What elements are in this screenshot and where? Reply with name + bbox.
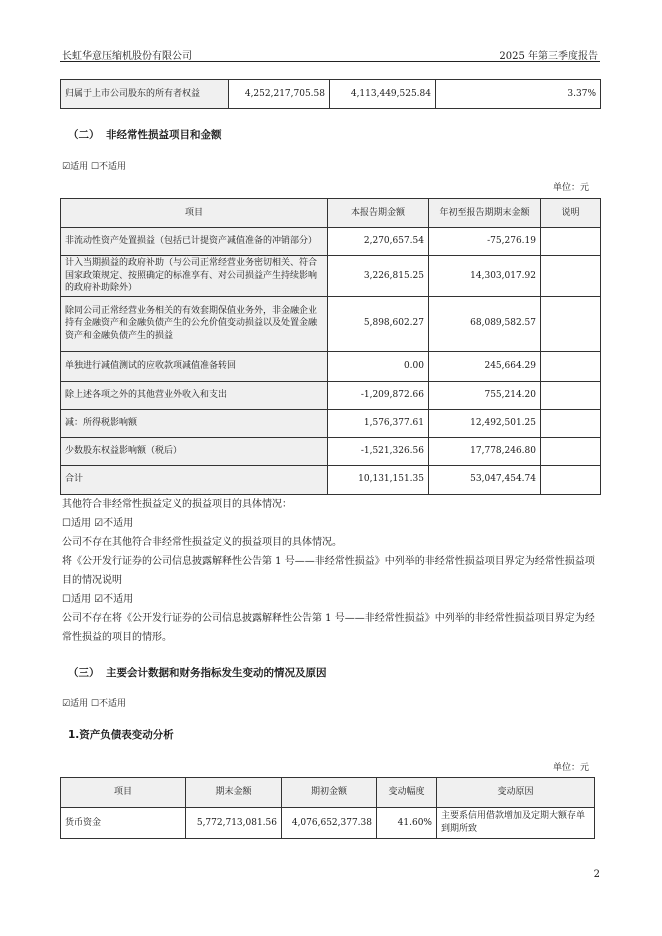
- row-note: [541, 296, 601, 351]
- col-header: 变动原因: [437, 778, 595, 808]
- row-note: [541, 381, 601, 409]
- row-note: [541, 228, 601, 256]
- section3-title: 主要会计数据和财务指标发生变动的情况及原因: [106, 667, 327, 679]
- table-row: [61, 256, 601, 297]
- row-ytd: 755,214.20: [429, 381, 541, 409]
- col-header: 说明: [541, 199, 601, 228]
- row-note: [541, 409, 601, 437]
- other-text: 公司不存在其他符合非经常性损益定义的损益项目的具体情况。: [62, 537, 342, 548]
- row-note: [541, 256, 601, 297]
- row-period: 5,898,602.27: [328, 296, 429, 351]
- explain-applicable: ☐适用 ☑不适用: [62, 594, 134, 605]
- row-item: 非流动性资产处置损益（包括已计提资产减值准备的冲销部分）: [61, 228, 328, 256]
- row-ytd: 12,492,501.25: [429, 409, 541, 437]
- col-header: 期初金额: [282, 778, 377, 808]
- row-period: 1,576,377.61: [328, 409, 429, 437]
- other-heading: 其他符合非经常性损益定义的损益项目的具体情况：: [62, 499, 292, 510]
- equity-label: 归属于上市公司股东的所有者权益: [61, 80, 229, 109]
- section2-applicable: ☑适用 ☐不适用: [62, 162, 126, 172]
- col-header: 期末金额: [186, 778, 282, 808]
- table-row: [61, 437, 601, 465]
- row-item: 计入当期损益的政府补助（与公司正常经营业务密切相关、符合国家政策规定、按照确定的标准享有、对公司损益产生持续影响的政府补助除外）: [61, 256, 328, 297]
- table-row: [61, 808, 595, 839]
- row-begin: 4,076,652,377.38: [282, 808, 377, 839]
- section3-number: （三）: [68, 667, 100, 679]
- table-row: [61, 80, 601, 109]
- other-items-block: [62, 495, 598, 647]
- col-header: 年初至报告期期末金额: [429, 199, 541, 228]
- row-item: 少数股东权益影响额（税后）: [61, 437, 328, 465]
- row-item: 除上述各项之外的其他营业外收入和支出: [61, 381, 328, 409]
- section3-unit: 单位：元: [552, 763, 589, 773]
- page-number: 2: [593, 869, 600, 880]
- table-row: [61, 296, 601, 351]
- table-row: [61, 381, 601, 409]
- header-rule: [60, 61, 600, 62]
- row-item: 减：所得税影响额: [61, 409, 328, 437]
- row-period: 2,270,657.54: [328, 228, 429, 256]
- table-row: [61, 351, 601, 381]
- table-row: [61, 409, 601, 437]
- row-period: 10,131,151.35: [328, 465, 429, 494]
- table-header-row: [61, 778, 595, 808]
- section2-heading: [68, 127, 222, 142]
- col-header: 项目: [61, 778, 186, 808]
- row-ytd: 53,047,454.74: [429, 465, 541, 494]
- row-note: [541, 437, 601, 465]
- row-period: 0.00: [328, 351, 429, 381]
- row-ytd: 68,089,582.57: [429, 296, 541, 351]
- col-header: 变动幅度: [377, 778, 437, 808]
- section3-heading: [68, 665, 327, 680]
- row-item: 货币资金: [61, 808, 186, 839]
- row-end: 5,772,713,081.56: [186, 808, 282, 839]
- equity-prior: 4,113,449,525.84: [330, 80, 436, 109]
- row-ytd: -75,276.19: [429, 228, 541, 256]
- row-ytd: 14,303,017.92: [429, 256, 541, 297]
- explain-heading: 将《公开发行证券的公司信息披露解释性公告第 1 号——非经常性损益》中列举的非经常性损益项目界定为经常性损益项目的情况说明: [62, 556, 595, 586]
- row-ytd: 245,664.29: [429, 351, 541, 381]
- row-note: [541, 465, 601, 494]
- table-header-row: [61, 199, 601, 228]
- equity-change: 3.37%: [436, 80, 601, 109]
- explain-text: 公司不存在将《公开发行证券的公司信息披露解释性公告第 1 号——非经常性损益》中列举的非经常性损益项目界定为经常性损益的项目的情形。: [62, 613, 595, 643]
- header-report-title: 2025 年第三季度报告: [499, 51, 598, 62]
- section3-subtitle: 1.资产负债表变动分析: [68, 729, 174, 741]
- row-period: -1,521,326.56: [328, 437, 429, 465]
- section2-title: 非经常性损益项目和金额: [106, 129, 222, 141]
- section3-applicable: ☑适用 ☐不适用: [62, 699, 126, 709]
- row-item: 合计: [61, 465, 328, 494]
- col-header: 项目: [61, 199, 328, 228]
- equity-table: [60, 79, 601, 109]
- row-period: 3,226,815.25: [328, 256, 429, 297]
- section2-unit: 单位：元: [552, 183, 589, 193]
- table-row: [61, 228, 601, 256]
- equity-current: 4,252,217,705.58: [229, 80, 330, 109]
- section2-number: （二）: [68, 129, 100, 141]
- row-note: [541, 351, 601, 381]
- row-item: 除同公司正常经营业务相关的有效套期保值业务外，非金融企业持有金融资产和金融负债产生的公允价值变动损益以及处置金融资产和金融负债产生的损益: [61, 296, 328, 351]
- nonrecurring-table: [60, 198, 601, 495]
- balance-change-table: [60, 777, 595, 839]
- header-company: 长虹华意压缩机股份有限公司: [62, 51, 192, 62]
- col-header: 本报告期金额: [328, 199, 429, 228]
- row-change: 41.60%: [377, 808, 437, 839]
- row-reason: 主要系信用借款增加及定期大额存单到期所致: [437, 808, 595, 839]
- other-applicable: ☐适用 ☑不适用: [62, 518, 134, 529]
- table-row: [61, 465, 601, 494]
- row-period: -1,209,872.66: [328, 381, 429, 409]
- row-item: 单独进行减值测试的应收款项减值准备转回: [61, 351, 328, 381]
- row-ytd: 17,778,246.80: [429, 437, 541, 465]
